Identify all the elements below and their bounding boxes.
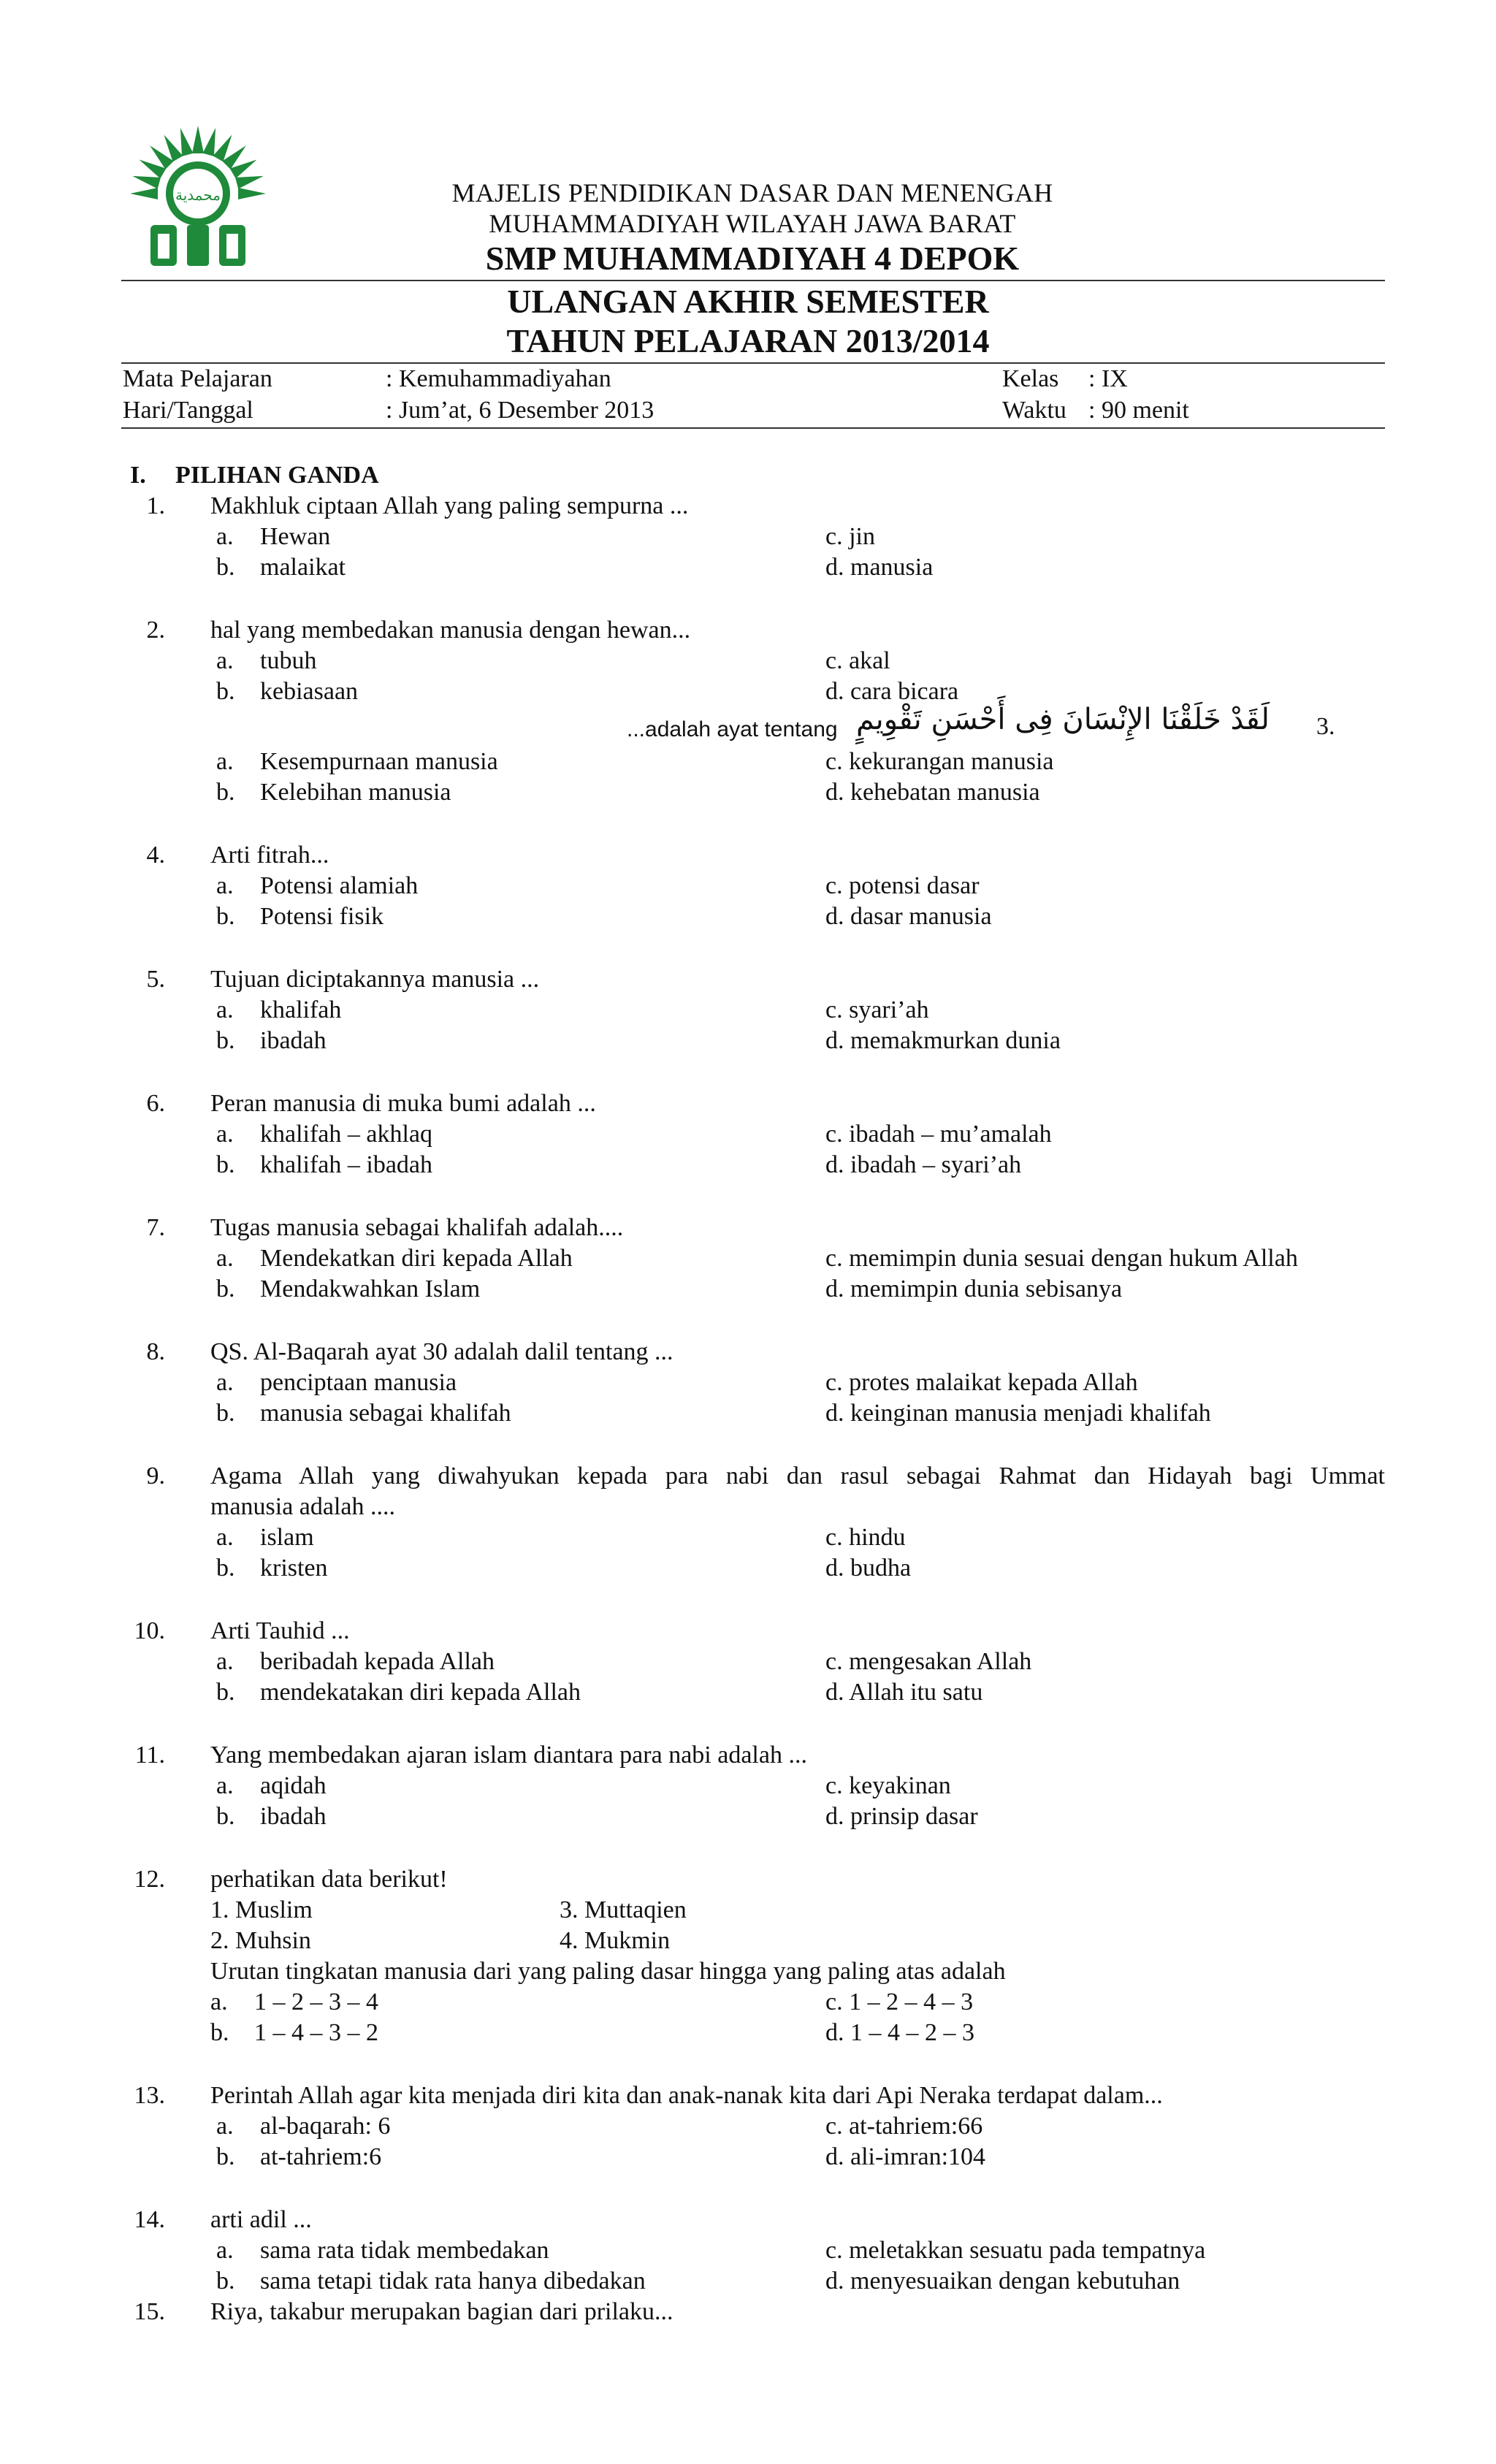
question-number: 12. xyxy=(134,1866,165,1893)
header-line-1: MAJELIS PENDIDIKAN DASAR DAN MENENGAH xyxy=(451,178,1053,207)
question-text: Riya, takabur merupakan bagian dari prilaku... xyxy=(210,2298,673,2325)
option-d: d. keinginan manusia menjadi khalifah xyxy=(825,1400,1211,1427)
question-text: Peran manusia di muka bumi adalah ... xyxy=(210,1090,596,1117)
option-d: d. ali-imran:104 xyxy=(825,2143,986,2170)
option-c: c. kekurangan manusia xyxy=(825,748,1054,775)
option-b: b. Potensi fisik xyxy=(216,901,383,932)
option-b: b. ibadah xyxy=(216,1801,327,1832)
question-number: 8. xyxy=(146,1338,165,1365)
option-b: b. mendekatakan diri kepada Allah xyxy=(216,1677,581,1708)
option-label: a. xyxy=(216,748,234,775)
question-number: 13. xyxy=(134,2082,165,2109)
option-a: a. aqidah xyxy=(216,1771,327,1801)
option-d: d. ibadah – syari’ah xyxy=(825,1151,1022,1178)
question-text: arti adil ... xyxy=(210,2206,312,2233)
question-text: Arti Tauhid ... xyxy=(210,1617,350,1644)
option-label: a. xyxy=(216,2113,234,2140)
section-number: I. xyxy=(130,462,146,489)
option-label: a. xyxy=(216,2237,234,2264)
header-divider-2 xyxy=(121,362,1385,364)
option-a: a. Mendekatkan diri kepada Allah xyxy=(216,1243,573,1274)
option-label: b. xyxy=(216,678,235,705)
option-label: b. xyxy=(216,1275,235,1302)
option-a: a. sama rata tidak membedakan xyxy=(216,2235,549,2266)
option-d: d. memakmurkan dunia xyxy=(825,1027,1061,1054)
option-label: a. xyxy=(216,1245,234,1272)
question-text: Tugas manusia sebagai khalifah adalah.... xyxy=(210,1214,624,1241)
question-number: 6. xyxy=(146,1090,165,1117)
header-line-2: MUHAMMADIYAH WILAYAH JAWA BARAT xyxy=(489,209,1016,238)
question-text: QS. Al-Baqarah ayat 30 adalah dalil tentang ... xyxy=(210,1338,673,1365)
question-number: 1. xyxy=(146,492,165,519)
option-d: d. memimpin dunia sebisanya xyxy=(825,1275,1123,1302)
option-a: a. penciptaan manusia xyxy=(216,1368,457,1398)
option-label: b. xyxy=(216,1555,235,1582)
option-d: d. kehebatan manusia xyxy=(825,779,1040,806)
option-b: b. sama tetapi tidak rata hanya dibedakan xyxy=(216,2266,646,2297)
data-list-item: 2. Muhsin xyxy=(210,1927,311,1954)
option-label: b. xyxy=(216,779,235,806)
option-c: c. protes malaikat kepada Allah xyxy=(825,1369,1138,1396)
date-value: : Jum’at, 6 Desember 2013 xyxy=(386,397,654,424)
time-label: Waktu xyxy=(1002,397,1066,424)
option-a: a. Potensi alamiah xyxy=(216,871,418,901)
option-label: b. xyxy=(216,1679,235,1706)
option-c: c. jin xyxy=(825,523,875,550)
header-divider-1 xyxy=(121,280,1385,281)
option-b: b. Kelebihan manusia xyxy=(216,777,451,808)
option-c: c. potensi dasar xyxy=(825,872,980,899)
option-c: c. memimpin dunia sesuai dengan hukum Allah xyxy=(825,1245,1298,1272)
question-number: 5. xyxy=(146,966,165,993)
subject-value: : Kemuhammadiyahan xyxy=(386,365,611,392)
option-label: a. xyxy=(210,1988,228,2015)
data-list-item: 4. Mukmin xyxy=(560,1927,671,1954)
question-text: Makhluk ciptaan Allah yang paling sempurna ... xyxy=(210,492,689,519)
option-d: d. cara bicara xyxy=(825,678,959,705)
option-d: d. menyesuaikan dengan kebutuhan xyxy=(825,2267,1180,2295)
option-label: b. xyxy=(216,1151,235,1178)
arabic-verse: لَقَدْ خَلَقْنَا الإِنْسَانَ فِى أَحْسَنِ تَقْوِيمٍ xyxy=(856,703,1270,736)
option-b: b. kristen xyxy=(216,1553,328,1584)
data-list-item: 3. Muttaqien xyxy=(560,1896,687,1923)
option-b: b. malaikat xyxy=(216,552,346,583)
option-b: b. ibadah xyxy=(216,1026,327,1056)
option-label: b. xyxy=(210,2019,229,2046)
question-text-continued: manusia adalah .... xyxy=(210,1493,396,1520)
question-text-continued: Urutan tingkatan manusia dari yang paling dasar hingga yang paling atas adalah xyxy=(210,1958,1006,1985)
question-text: Tujuan diciptakannya manusia ... xyxy=(210,966,540,993)
option-label: a. xyxy=(216,1772,234,1799)
section-name: PILIHAN GANDA xyxy=(175,462,379,489)
option-c: c. ibadah – mu’amalah xyxy=(825,1121,1052,1148)
question-text: Yang membedakan ajaran islam diantara para nabi adalah ... xyxy=(210,1742,807,1769)
question-text: perhatikan data berikut! xyxy=(210,1866,448,1893)
question-text: hal yang membedakan manusia dengan hewan... xyxy=(210,617,691,644)
option-label: a. xyxy=(216,523,234,550)
option-a: a. beribadah kepada Allah xyxy=(216,1647,495,1677)
question-number: 9. xyxy=(146,1462,165,1490)
option-d: d. manusia xyxy=(825,554,934,581)
question-number: 10. xyxy=(134,1617,165,1644)
option-b: b. 1 – 4 – 3 – 2 xyxy=(210,2018,378,2048)
option-label: b. xyxy=(216,1027,235,1054)
option-a: a. Kesempurnaan manusia xyxy=(216,747,498,777)
option-d: d. budha xyxy=(825,1555,912,1582)
option-label: b. xyxy=(216,554,235,581)
data-list-item: 1. Muslim xyxy=(210,1896,313,1923)
question-number: 7. xyxy=(146,1214,165,1241)
question-text: Arti fitrah... xyxy=(210,842,329,869)
option-a: a. Hewan xyxy=(216,522,330,552)
logo-script: محمدية xyxy=(175,186,221,204)
option-a: a. khalifah xyxy=(216,995,341,1026)
academic-year: TAHUN PELAJARAN 2013/2014 xyxy=(506,322,990,359)
class-value: : IX xyxy=(1088,365,1128,392)
question-text: ...adalah ayat tentang xyxy=(627,717,838,741)
question-number: 14. xyxy=(134,2206,165,2233)
option-c: c. keyakinan xyxy=(825,1772,951,1799)
option-label: a. xyxy=(216,1648,234,1675)
muhammadiyah-logo xyxy=(129,124,267,270)
school-name: SMP MUHAMMADIYAH 4 DEPOK xyxy=(485,240,1020,277)
time-value: : 90 menit xyxy=(1088,397,1189,424)
section-title xyxy=(130,460,379,491)
option-b: b. khalifah – ibadah xyxy=(216,1150,432,1180)
question-number: 15. xyxy=(134,2298,165,2325)
option-c: c. mengesakan Allah xyxy=(825,1648,1032,1675)
question-number: 3. xyxy=(1316,713,1335,740)
question-text: Agama Allah yang diwahyukan kepada para nabi dan rasul sebagai Rahmat dan Hidayah bagi Ummat xyxy=(210,1462,1385,1490)
option-c: c. syari’ah xyxy=(825,996,929,1023)
option-d: d. Allah itu satu xyxy=(825,1679,983,1706)
option-label: a. xyxy=(216,1524,234,1551)
option-d: d. dasar manusia xyxy=(825,903,992,930)
option-a: a. 1 – 2 – 3 – 4 xyxy=(210,1987,378,2018)
option-c: c. at-tahriem:66 xyxy=(825,2113,983,2140)
option-a: a. tubuh xyxy=(216,646,316,676)
meta-divider xyxy=(121,427,1385,429)
option-b: b. kebiasaan xyxy=(216,676,358,707)
option-c: c. hindu xyxy=(825,1524,906,1551)
option-label: a. xyxy=(216,1369,234,1396)
question-number: 11. xyxy=(134,1742,165,1769)
option-b: b. Mendakwahkan Islam xyxy=(216,1274,480,1305)
question-number: 2. xyxy=(146,617,165,644)
option-label: a. xyxy=(216,1121,234,1148)
option-a: a. khalifah – akhlaq xyxy=(216,1119,432,1150)
subject-label: Mata Pelajaran xyxy=(123,365,272,392)
class-label: Kelas xyxy=(1002,365,1059,392)
option-d: d. 1 – 4 – 2 – 3 xyxy=(825,2019,974,2046)
option-c: c. akal xyxy=(825,647,890,674)
option-label: b. xyxy=(216,2143,235,2170)
question-text: Perintah Allah agar kita menjada diri kita dan anak-nanak kita dari Api Neraka terdapat dalam... xyxy=(210,2082,1163,2109)
option-label: b. xyxy=(216,1803,235,1830)
option-label: a. xyxy=(216,996,234,1023)
option-label: b. xyxy=(216,2267,235,2295)
option-a: a. islam xyxy=(216,1522,314,1553)
option-c: c. 1 – 2 – 4 – 3 xyxy=(825,1988,974,2015)
exam-title: ULANGAN AKHIR SEMESTER xyxy=(507,283,989,320)
date-label: Hari/Tanggal xyxy=(123,397,253,424)
option-label: a. xyxy=(216,647,234,674)
option-a: a. al-baqarah: 6 xyxy=(216,2111,390,2142)
option-label: b. xyxy=(216,903,235,930)
option-b: b. at-tahriem:6 xyxy=(216,2142,381,2173)
option-label: a. xyxy=(216,872,234,899)
option-label: b. xyxy=(216,1400,235,1427)
question-number: 4. xyxy=(146,842,165,869)
option-b: b. manusia sebagai khalifah xyxy=(216,1398,511,1429)
option-d: d. prinsip dasar xyxy=(825,1803,978,1830)
option-c: c. meletakkan sesuatu pada tempatnya xyxy=(825,2237,1206,2264)
